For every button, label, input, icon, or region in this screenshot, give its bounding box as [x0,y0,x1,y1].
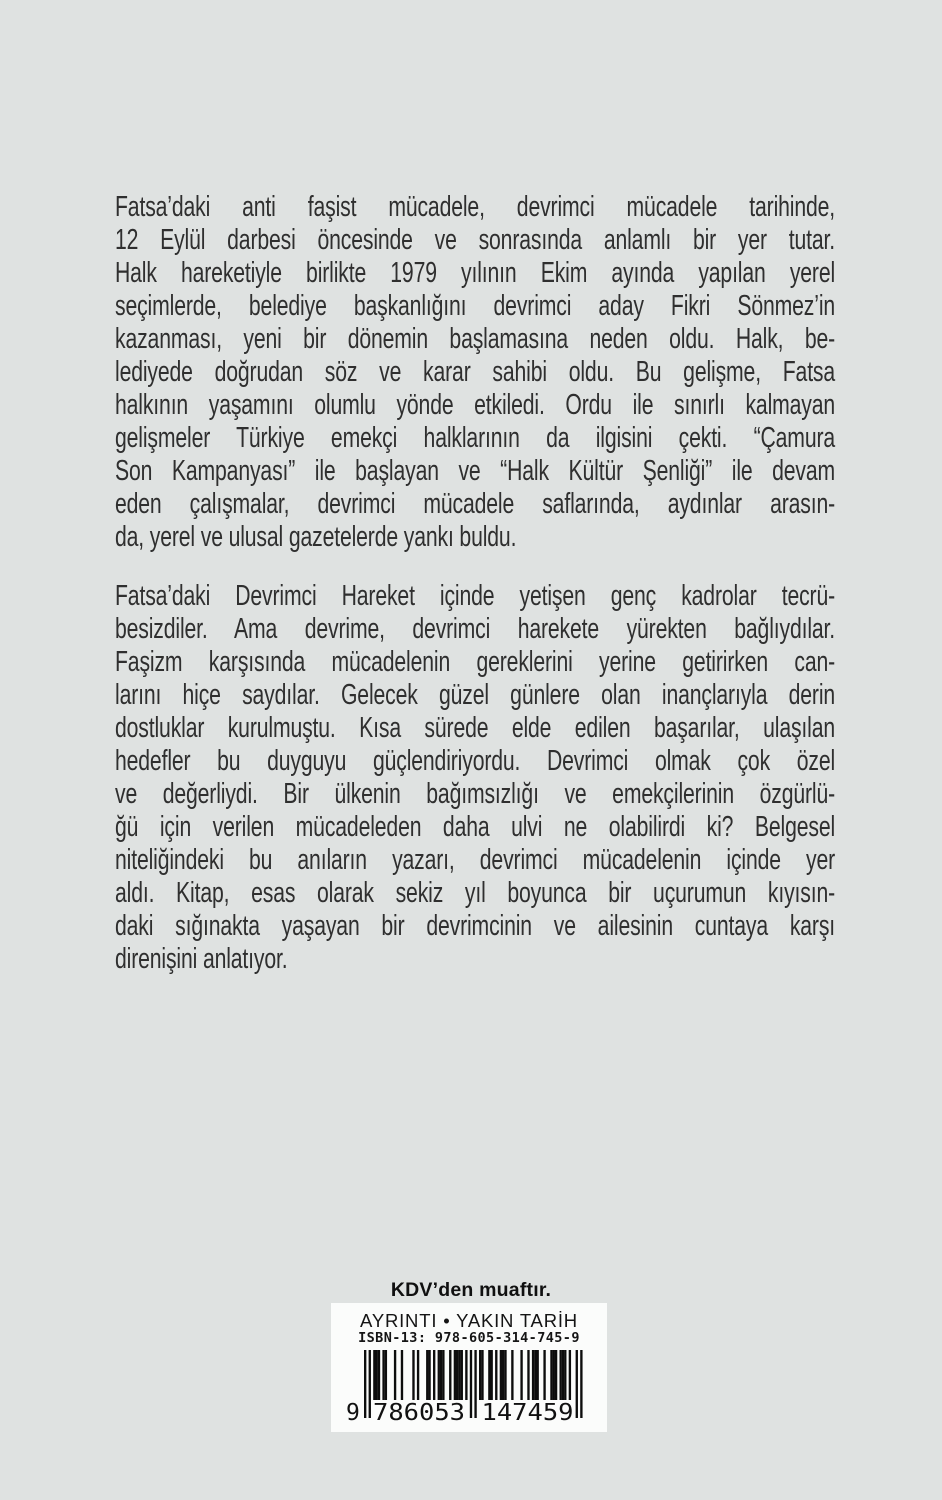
text-line: da, yerel ve ulusal gazetelerde yankı buldu. [115,521,517,553]
isbn-label-box [331,1303,607,1432]
paragraph [115,579,835,975]
text-line: gelişmeler Türkiye emekçi halklarının da ilgisini çekti. “Çamura [115,422,836,454]
text-line: halkının yaşamını olumlu yönde etkiledi. Ordu ile sınırlı kalmayan [115,389,836,421]
barcode-digit-group: 786053 [372,1400,465,1426]
text-line: 12 Eylül darbesi öncesinde ve sonrasında anlamlı bir yer tutar. [115,224,836,256]
text-line: Fatsa’daki Devrimci Hareket içinde yetişen genç kadrolar tecrü- [115,580,836,612]
text-line: Son Kampanyası” ile başlayan ve “Halk Kültür Şenliği” ile devam [115,455,836,487]
text-line: ğü için verilen mücadeleden daha ulvi ne olabilirdi ki? Belgesel [115,811,836,843]
text-line: ve değerliydi. Bir ülkenin bağımsızlığı ve emekçilerinin özgürlü- [115,778,836,810]
isbn-text: ISBN-13: 978-605-314-745-9 [358,1330,580,1346]
text-line: lediyede doğrudan söz ve karar sahibi oldu. Bu gelişme, Fatsa [115,356,836,388]
text-line: daki sığınakta yaşayan bir devrimcinin ve ailesinin cuntaya karşı [115,910,836,942]
barcode-digit-group: 9 [345,1400,360,1426]
publisher-series-label: AYRINTI • YAKIN TARİH [360,1310,578,1331]
text-line: aldı. Kitap, esas olarak sekiz yıl boyunca bir uçurumun kıyısın- [115,877,836,909]
text-line: besizdiler. Ama devrime, devrimci harekete yürekten bağlıydılar. [115,613,836,645]
text-line: niteliğindeki bu anıların yazarı, devrimci mücadelenin içinde yer [115,844,836,876]
text-line: larını hiçe saydılar. Gelecek güzel günlere olan inançlarıyla derin [115,679,836,711]
text-line: Faşizm karşısında mücadelenin gereklerini yerine getirirken can- [115,646,836,678]
text-line: eden çalışmalar, devrimci mücadele saflarında, aydınlar arasın- [115,488,836,520]
paragraph [115,190,835,553]
text-line: dostluklar kurulmuştu. Kısa sürede elde edilen başarılar, ulaşılan [115,712,836,744]
text-line: Halk hareketiyle birlikte 1979 yılının Ekim ayında yapılan yerel [115,257,836,289]
ean13-barcode-icon [346,1350,593,1426]
text-line: hedefler bu duyguyu güçlendiriyordu. Devrimci olmak çok özel [115,745,836,777]
text-line: Fatsa’daki anti faşist mücadele, devrimci mücadele tarihinde, [115,191,836,223]
barcode-digit-group: 147459 [481,1400,573,1426]
synopsis-text [115,190,835,975]
tax-exemption-note: KDV’den muaftır. [390,1279,552,1301]
text-line: seçimlerde, belediye başkanlığını devrimci aday Fikri Sönmez’in [115,290,836,322]
text-line: direnişini anlatıyor. [115,943,288,975]
text-line: kazanması, yeni bir dönemin başlamasına neden oldu. Halk, be- [115,323,836,355]
